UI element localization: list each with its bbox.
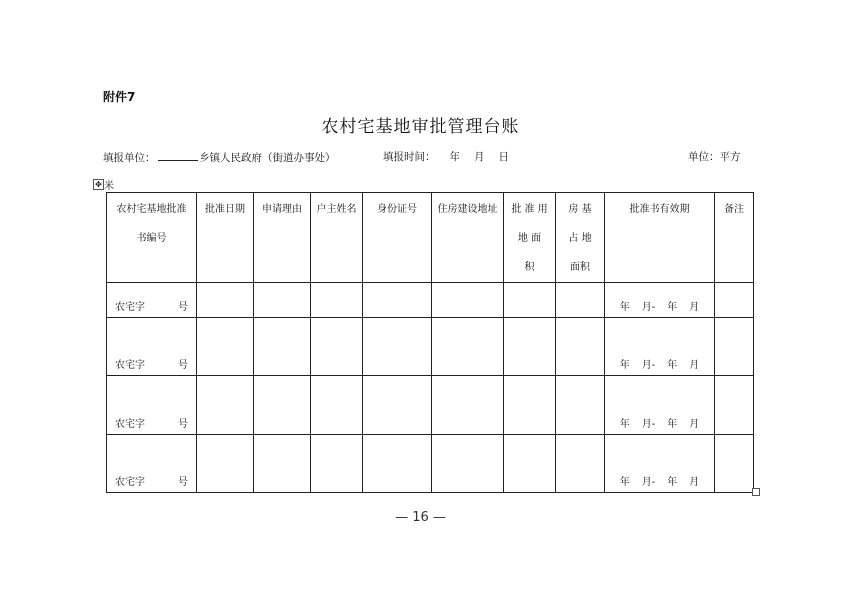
id-no-cell[interactable] bbox=[363, 435, 432, 493]
owner-cell[interactable] bbox=[311, 435, 363, 493]
owner-cell[interactable] bbox=[311, 376, 363, 435]
header-owner: 户主姓名 bbox=[311, 193, 363, 283]
remarks-cell[interactable] bbox=[715, 283, 754, 318]
reason-cell[interactable] bbox=[254, 318, 311, 376]
reporting-time bbox=[383, 149, 509, 164]
reason-cell[interactable] bbox=[254, 435, 311, 493]
header-approved-area: 批 准 用 地 面 积 bbox=[504, 193, 556, 283]
remarks-cell[interactable] bbox=[715, 376, 754, 435]
ledger-table bbox=[106, 192, 754, 493]
table-move-handle-icon[interactable]: ✥ bbox=[93, 179, 104, 190]
day-text: 日 bbox=[498, 151, 509, 163]
validity-cell[interactable]: 年 月- 年 月 bbox=[605, 435, 715, 493]
approval-date-cell[interactable] bbox=[197, 283, 254, 318]
table-row bbox=[107, 376, 754, 435]
approved-area-cell[interactable] bbox=[504, 376, 556, 435]
approved-area-cell[interactable] bbox=[504, 435, 556, 493]
reason-cell[interactable] bbox=[254, 283, 311, 318]
approval-no-cell[interactable]: 农宅字 号 bbox=[107, 318, 197, 376]
address-cell[interactable] bbox=[432, 376, 504, 435]
table-resize-handle-icon[interactable] bbox=[752, 488, 760, 496]
header-approval-no: 农村宅基地批准 书编号 bbox=[107, 193, 197, 283]
house-area-cell[interactable] bbox=[556, 376, 605, 435]
table-row bbox=[107, 435, 754, 493]
approval-date-cell[interactable] bbox=[197, 376, 254, 435]
xiang-char: 乡 bbox=[199, 153, 210, 164]
reason-cell[interactable] bbox=[254, 376, 311, 435]
validity-cell[interactable]: 年 月- 年 月 bbox=[605, 283, 715, 318]
approval-no-cell[interactable]: 农宅字 号 bbox=[107, 435, 197, 493]
address-cell[interactable] bbox=[432, 283, 504, 318]
document-title: 农村宅基地审批管理台账 bbox=[321, 117, 520, 137]
approval-no-cell[interactable]: 农宅字 号 bbox=[107, 283, 197, 318]
table-row bbox=[107, 318, 754, 376]
house-area-cell[interactable] bbox=[556, 435, 605, 493]
address-cell[interactable] bbox=[432, 318, 504, 376]
remarks-cell[interactable] bbox=[715, 318, 754, 376]
reporting-unit bbox=[103, 149, 336, 165]
id-no-cell[interactable] bbox=[363, 283, 432, 318]
id-no-cell[interactable] bbox=[363, 376, 432, 435]
area-unit: 单位：平方 bbox=[688, 151, 741, 163]
header-validity: 批准书有效期 bbox=[605, 193, 715, 283]
attachment-label: 附件7 bbox=[103, 90, 136, 104]
header-remarks: 备注 bbox=[715, 193, 754, 283]
reporting-unit-label: 填报单位： bbox=[103, 152, 156, 164]
house-area-cell[interactable] bbox=[556, 283, 605, 318]
approval-date-cell[interactable] bbox=[197, 435, 254, 493]
header-house-area: 房 基 占 地 面积 bbox=[556, 193, 605, 283]
header-reason: 申请理由 bbox=[254, 193, 311, 283]
approval-date-cell[interactable] bbox=[197, 318, 254, 376]
house-area-cell[interactable] bbox=[556, 318, 605, 376]
header-address: 住房建设地址 bbox=[432, 193, 504, 283]
header-id-no: 身份证号 bbox=[363, 193, 432, 283]
approved-area-cell[interactable] bbox=[504, 283, 556, 318]
id-no-cell[interactable] bbox=[363, 318, 432, 376]
address-cell[interactable] bbox=[432, 435, 504, 493]
remarks-cell[interactable] bbox=[715, 435, 754, 493]
reporting-time-label: 填报时间： bbox=[383, 151, 436, 163]
month-text: 月 bbox=[474, 151, 485, 163]
page-number: — 16 — bbox=[395, 510, 446, 525]
reporting-unit-suffix: 镇人民政府（街道办事处） bbox=[209, 152, 336, 164]
validity-cell[interactable]: 年 月- 年 月 bbox=[605, 376, 715, 435]
approved-area-cell[interactable] bbox=[504, 318, 556, 376]
approval-no-cell[interactable]: 农宅字 号 bbox=[107, 376, 197, 435]
validity-cell[interactable]: 年 月- 年 月 bbox=[605, 318, 715, 376]
owner-cell[interactable] bbox=[311, 318, 363, 376]
table-row bbox=[107, 283, 754, 318]
year-text: 年 bbox=[449, 151, 460, 163]
header-row bbox=[107, 193, 754, 283]
area-unit-continued: 米 bbox=[104, 181, 114, 192]
header-approval-date: 批准日期 bbox=[197, 193, 254, 283]
reporting-unit-blank bbox=[158, 151, 198, 161]
owner-cell[interactable] bbox=[311, 283, 363, 318]
